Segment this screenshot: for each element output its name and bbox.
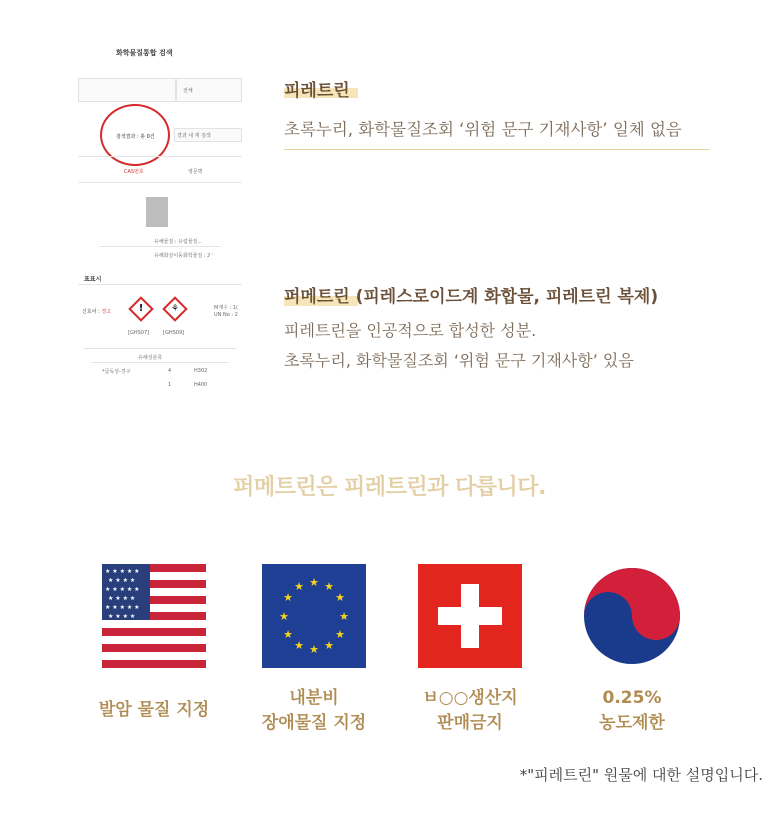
flag-label-eu-line1: 내분비 (289, 688, 339, 708)
field-all-label: 전체 (183, 88, 193, 94)
un-number: UN No : 2 (214, 312, 238, 318)
ghs09-code: [GHS09] (163, 330, 185, 336)
environment-hazard-icon: ⚘ (162, 296, 187, 321)
pyrethrin-description: 초록누리, 화학물질조회 ‘위험 문구 기재사항’ 일체 없음 (284, 120, 682, 139)
footnote: *"피레트린" 원물에 대한 설명입니다. (519, 766, 763, 784)
flag-label-eu (239, 686, 389, 736)
eng-label: 영문명 (188, 169, 203, 175)
svg-text:★ ★ ★ ★ ★: ★ ★ ★ ★ ★ (105, 568, 140, 575)
divider-line (78, 362, 242, 363)
result-count-label: 검색결과 : 총 0건 (116, 134, 155, 140)
pyrethrin-title: 피레트린 (284, 81, 350, 101)
svg-text:★: ★ (294, 639, 304, 652)
signal-word-value: 경고 (101, 309, 112, 315)
flag-label-usa-line1: 발암 물질 지정 (98, 700, 210, 720)
permethrin-line-1: 피레트린을 인공적으로 합성한 성분. (284, 321, 537, 340)
svg-text:★: ★ (279, 610, 289, 623)
grey-placeholder (146, 197, 168, 227)
svg-text:★: ★ (283, 628, 293, 641)
flag-label-swiss-line2: 판매금지 (437, 713, 503, 733)
result-search-field (174, 128, 242, 142)
hazard-table-header: 유해성분류 (138, 355, 163, 361)
result-row-2: 유해화상이동화학물질 : 2시험... (154, 253, 225, 259)
hazard-row-2-cat: 1 (168, 382, 172, 388)
search-field-all (176, 78, 242, 102)
permethrin-title: 퍼메트린 (피레스로이드계 화합물, 피레트린 복제) (284, 287, 659, 307)
svg-text:★: ★ (339, 610, 349, 623)
tagline: 퍼메트린은 피레트린과 다릅니다. (233, 475, 546, 500)
divider-line (78, 156, 242, 157)
svg-text:★ ★ ★ ★ ★: ★ ★ ★ ★ ★ (105, 604, 140, 611)
hazard-row-1-cat: 4 (168, 368, 172, 374)
svg-text:★: ★ (309, 643, 319, 656)
flag-label-korea-line2: 농도제한 (599, 713, 665, 733)
flag-label-korea (557, 686, 707, 736)
svg-text:★: ★ (283, 591, 293, 604)
search-field-left (78, 78, 176, 102)
cas-label: CAS번호 (124, 169, 144, 175)
svg-text:★: ★ (324, 580, 334, 593)
divider-line (78, 246, 242, 247)
hazard-row-1-name: *급독성-경구 (102, 369, 131, 375)
exclamation-hazard-icon: ! (128, 296, 153, 321)
ghs-label-screenshot (78, 270, 242, 400)
chemical-search-screenshot (78, 32, 242, 272)
svg-text:★ ★ ★ ★: ★ ★ ★ ★ (108, 595, 136, 602)
permethrin-line-2: 초록누리, 화학물질조회 ‘위험 문구 기재사항’ 있음 (284, 351, 634, 370)
result-row-1: 유해물질 : 유럽물질... (154, 239, 203, 245)
section-divider (284, 149, 709, 150)
svg-text:★: ★ (335, 591, 345, 604)
in-result-search-label: 결과 내 재 검색 (177, 133, 211, 139)
swiss-flag-icon (418, 564, 522, 668)
svg-text:★: ★ (335, 628, 345, 641)
eu-flag-icon (262, 564, 366, 668)
m-factor: M계수 : 1( (214, 305, 238, 311)
svg-text:★ ★ ★ ★: ★ ★ ★ ★ (108, 577, 136, 584)
hazard-row-2-code: H400 (194, 382, 208, 388)
label-header: 표표시 (84, 276, 102, 283)
flag-label-eu-line2: 장애물질 지정 (261, 713, 367, 733)
usa-flag-icon (102, 564, 206, 668)
signal-word-label: 신호어 : (82, 309, 102, 315)
svg-text:★: ★ (309, 576, 319, 589)
svg-text:★: ★ (294, 580, 304, 593)
svg-text:★ ★ ★ ★ ★: ★ ★ ★ ★ ★ (105, 586, 140, 593)
flag-label-korea-line1: 0.25% (602, 688, 662, 708)
divider-line (78, 348, 242, 349)
flag-label-swiss-line1: ㅂ○○생산지 (422, 688, 518, 708)
divider-line (78, 182, 242, 183)
svg-text:★ ★ ★ ★: ★ ★ ★ ★ (108, 613, 136, 620)
flag-label-usa (79, 698, 229, 723)
hazard-row-1-code: H302 (194, 368, 208, 374)
flag-label-swiss (395, 686, 545, 736)
search-screenshot-title: 화학물질통합 검색 (116, 49, 173, 57)
divider-line (78, 284, 242, 285)
signal-word-row (82, 308, 111, 315)
korea-taeguk-icon (580, 564, 684, 668)
svg-text:★: ★ (324, 639, 334, 652)
ghs07-code: [GHS07] (128, 330, 150, 336)
